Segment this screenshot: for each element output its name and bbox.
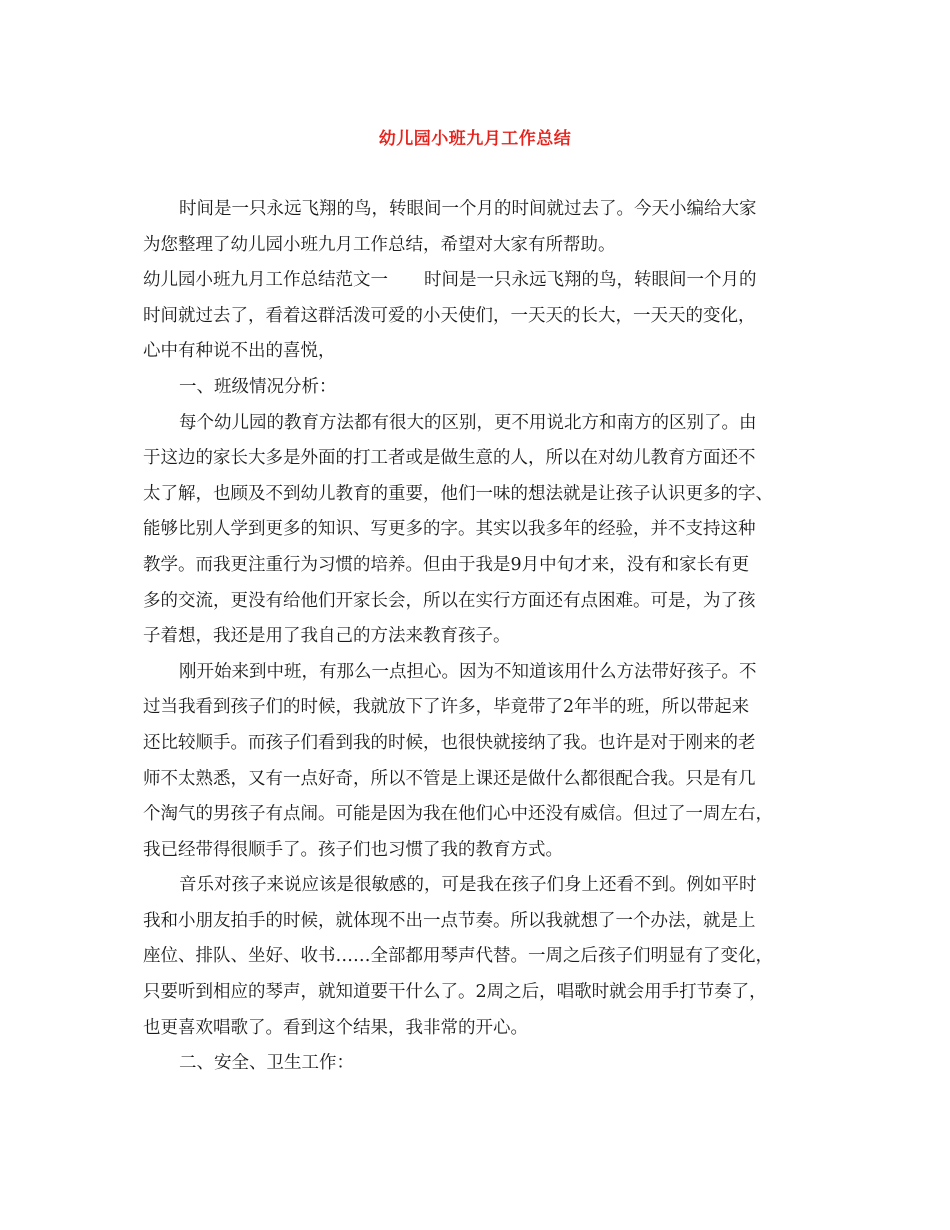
body-line: 只要听到相应的琴声，就知道要干什么了。2周之后，唱歌时就会用手打节奏了， — [143, 982, 767, 1003]
body-line: 心中有种说不出的喜悦， — [143, 341, 336, 362]
body-line: 个淘气的男孩子有点闹。可能是因为我在他们心中还没有威信。但过了一周左右， — [143, 804, 773, 825]
document-body — [143, 192, 807, 1082]
body-line: 座位、排队、坐好、收书……全部都用琴声代替。一周之后孩子们明显有了变化， — [143, 946, 773, 967]
body-line: 于这边的家长大多是外面的打工者或是做生意的人，所以在对幼儿教育方面还不 — [143, 448, 756, 469]
body-line: 师不太熟悉，又有一点好奇，所以不管是上课还是做什么都很配合我。只是有几 — [143, 768, 756, 789]
document-title: 幼儿园小班九月工作总结 — [378, 129, 572, 149]
body-line: 子着想，我还是用了我自己的方法来教育孩子。 — [143, 626, 511, 647]
body-line: 能够比别人学到更多的知识、写更多的字。其实以我多年的经验，并不支持这种 — [143, 519, 756, 540]
body-line: 还比较顺手。而孩子们看到我的时候，也很快就接纳了我。也许是对于刚来的老 — [143, 732, 756, 753]
body-line: 过当我看到孩子们的时候，我就放下了许多，毕竟带了2年半的班，所以带起来 — [143, 697, 750, 718]
body-line: 时间就过去了，看着这群活泼可爱的小天使们，一天天的长大，一天天的变化， — [143, 305, 756, 326]
body-line: 为您整理了幼儿园小班九月工作总结，希望对大家有所帮助。 — [143, 234, 616, 255]
body-line: 刚开始来到中班，有那么一点担心。因为不知道该用什么方法带好孩子。不 — [179, 661, 757, 682]
body-line-continuation: 时间是一只永远飞翔的鸟，转眼间一个月的 — [424, 270, 757, 291]
body-line: 我已经带得很顺手了。孩子们也习惯了我的教育方式。 — [143, 839, 563, 860]
body-line: 我和小朋友拍手的时候，就体现不出一点节奏。所以我就想了一个办法，就是上 — [143, 910, 756, 931]
body-line: 音乐对孩子来说应该是很敏感的，可是我在孩子们身上还看不到。例如平时 — [179, 875, 757, 896]
body-line: 太了解，也顾及不到幼儿教育的重要，他们一味的想法就是让孩子认识更多的字、 — [143, 483, 773, 504]
body-line: 每个幼儿园的教育方法都有很大的区别，更不用说北方和南方的区别了。由 — [179, 412, 757, 433]
section-heading: 一、班级情况分析： — [179, 376, 337, 397]
body-line: 教学。而我更注重行为习惯的培养。但由于我是9月中旬才来，没有和家长有更 — [143, 554, 750, 575]
body-line: 多的交流，更没有给他们开家长会，所以在实行方面还有点困难。可是，为了孩 — [143, 590, 756, 611]
section-heading: 幼儿园小班九月工作总结范文一 — [143, 270, 388, 291]
body-line: 也更喜欢唱歌了。看到这个结果，我非常的开心。 — [143, 1017, 528, 1038]
body-line — [143, 263, 807, 299]
section-heading: 二、安全、卫生工作： — [179, 1053, 354, 1074]
body-line: 时间是一只永远飞翔的鸟，转眼间一个月的时间就过去了。今天小编给大家 — [179, 199, 757, 219]
